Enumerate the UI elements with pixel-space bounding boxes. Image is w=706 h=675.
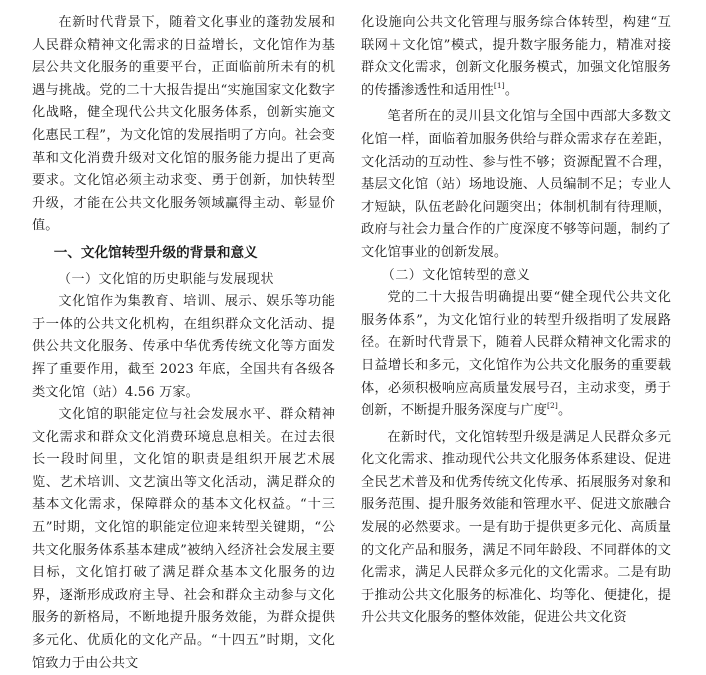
history-paragraph: 文化馆作为集教育、培训、展示、娱乐等功能于一体的公共文化机构，在组织群众文化活动、提供公共文化服务、传承中华优秀传统文化等方面发挥了重要作用，截至 2023 年底，全国共有各级各类文化馆（站）4.56 万家。: [32, 294, 335, 400]
meaning-paragraph: 党的二十大报告明确提出要“健全现代公共文化服务体系”，为文化馆行业的转型升级指明了发展路径。在新时代背景下，随着人民群众精神文化需求的日益增长和多元，文化馆作为公共文化服务的重要载体，必须积极响应高质量发展号召，主动求变，勇于创新，不断提升服务深度与广度[2]。: [361, 290, 671, 419]
intro-paragraph: 在新时代背景下，随着文化事业的蓬勃发展和人民群众精神文化需求的日益增长，文化馆作为基层公共文化服务的重要平台，正面临前所未有的机遇与挑战。党的二十大报告提出“实施国家文化数字化战略，健全现代公共文化服务体系，创新实施文化惠民工程”，为文化馆的发展指明了方向。社会变革和文化消费升级对文化馆的服务能力提出了更高要求。文化馆必须主动求变、勇于创新，加快转型升级，才能在公共文化服务领域赢得主动、彰显价值。: [32, 15, 335, 234]
necessity-paragraph: 在新时代，文化馆转型升级是满足人民群众多元化文化需求、推动现代公共文化服务体系建设、促进全民艺术普及和优秀传统文化传承、拓展服务对象和服务范围、提升服务效能和管理水平、促进文旅融合发展的必然要求。一是有助于提供更多元化、高质量的文化产品和服务，满足不同年龄段、不同群体的文化需求，满足人民群众多元化的文化需求。二是有助于推动公共文化服务的标准化、均等化、便捷化，提升公共文化服务的整体效能，促进公共文化资: [361, 429, 671, 626]
left-column: [32, 12, 335, 675]
section-heading-background: 一、文化馆转型升级的背景和意义: [53, 244, 258, 261]
functions-paragraph: 文化馆的职能定位与社会发展水平、群众精神文化需求和群众文化消费环境息息相关。在过去很长一段时间里，文化馆的职责是组织开展艺术展览、艺术培训、文艺演出等文化活动，满足群众的基本文化需求，保障群众的基本文化权益。“十三五”时期，文化馆的职能定位迎来转型关键期，“公共文化服务体系基本建成”被纳入经济社会发展主要目标，文化馆打破了满足群众基本文化服务的边界，逐渐形成政府主导、社会和群众主动参与文化服务的新格局，不断地提升服务效能，为群众提供多元化、优质化的文化产品。“十四五”时期，文化馆致力于由公共文: [32, 407, 335, 671]
citation-2: [2]: [547, 401, 558, 411]
citation-1: [1]: [493, 80, 505, 90]
right-column: [361, 12, 671, 630]
subsection-heading-meaning: （二）文化馆转型的意义: [381, 267, 531, 283]
subsection-heading-history: （一）文化馆的历史职能与发展现状: [58, 271, 275, 287]
lingchuan-paragraph: 笔者所在的灵川县文化馆与全国中西部大多数文化馆一样，面临着加服务供给与群众需求存在差距，文化活动的互动性、参与性不够；资源配置不合理，基层文化馆（站）场地设施、人员编制不足；专业人才短缺，队伍老龄化问题突出；体制机制有待理顺，政府与社会力量合作的广度深度不够等问题，制约了文化馆事业的创新发展。: [361, 109, 671, 260]
continued-paragraph: 化设施向公共文化管理与服务综合体转型，构建“互联网＋文化馆”模式，提升数字服务能力，精准对接群众文化需求，创新文化服务模式，加强文化馆服务的传播渗透性和适用性[1]。: [361, 15, 671, 98]
